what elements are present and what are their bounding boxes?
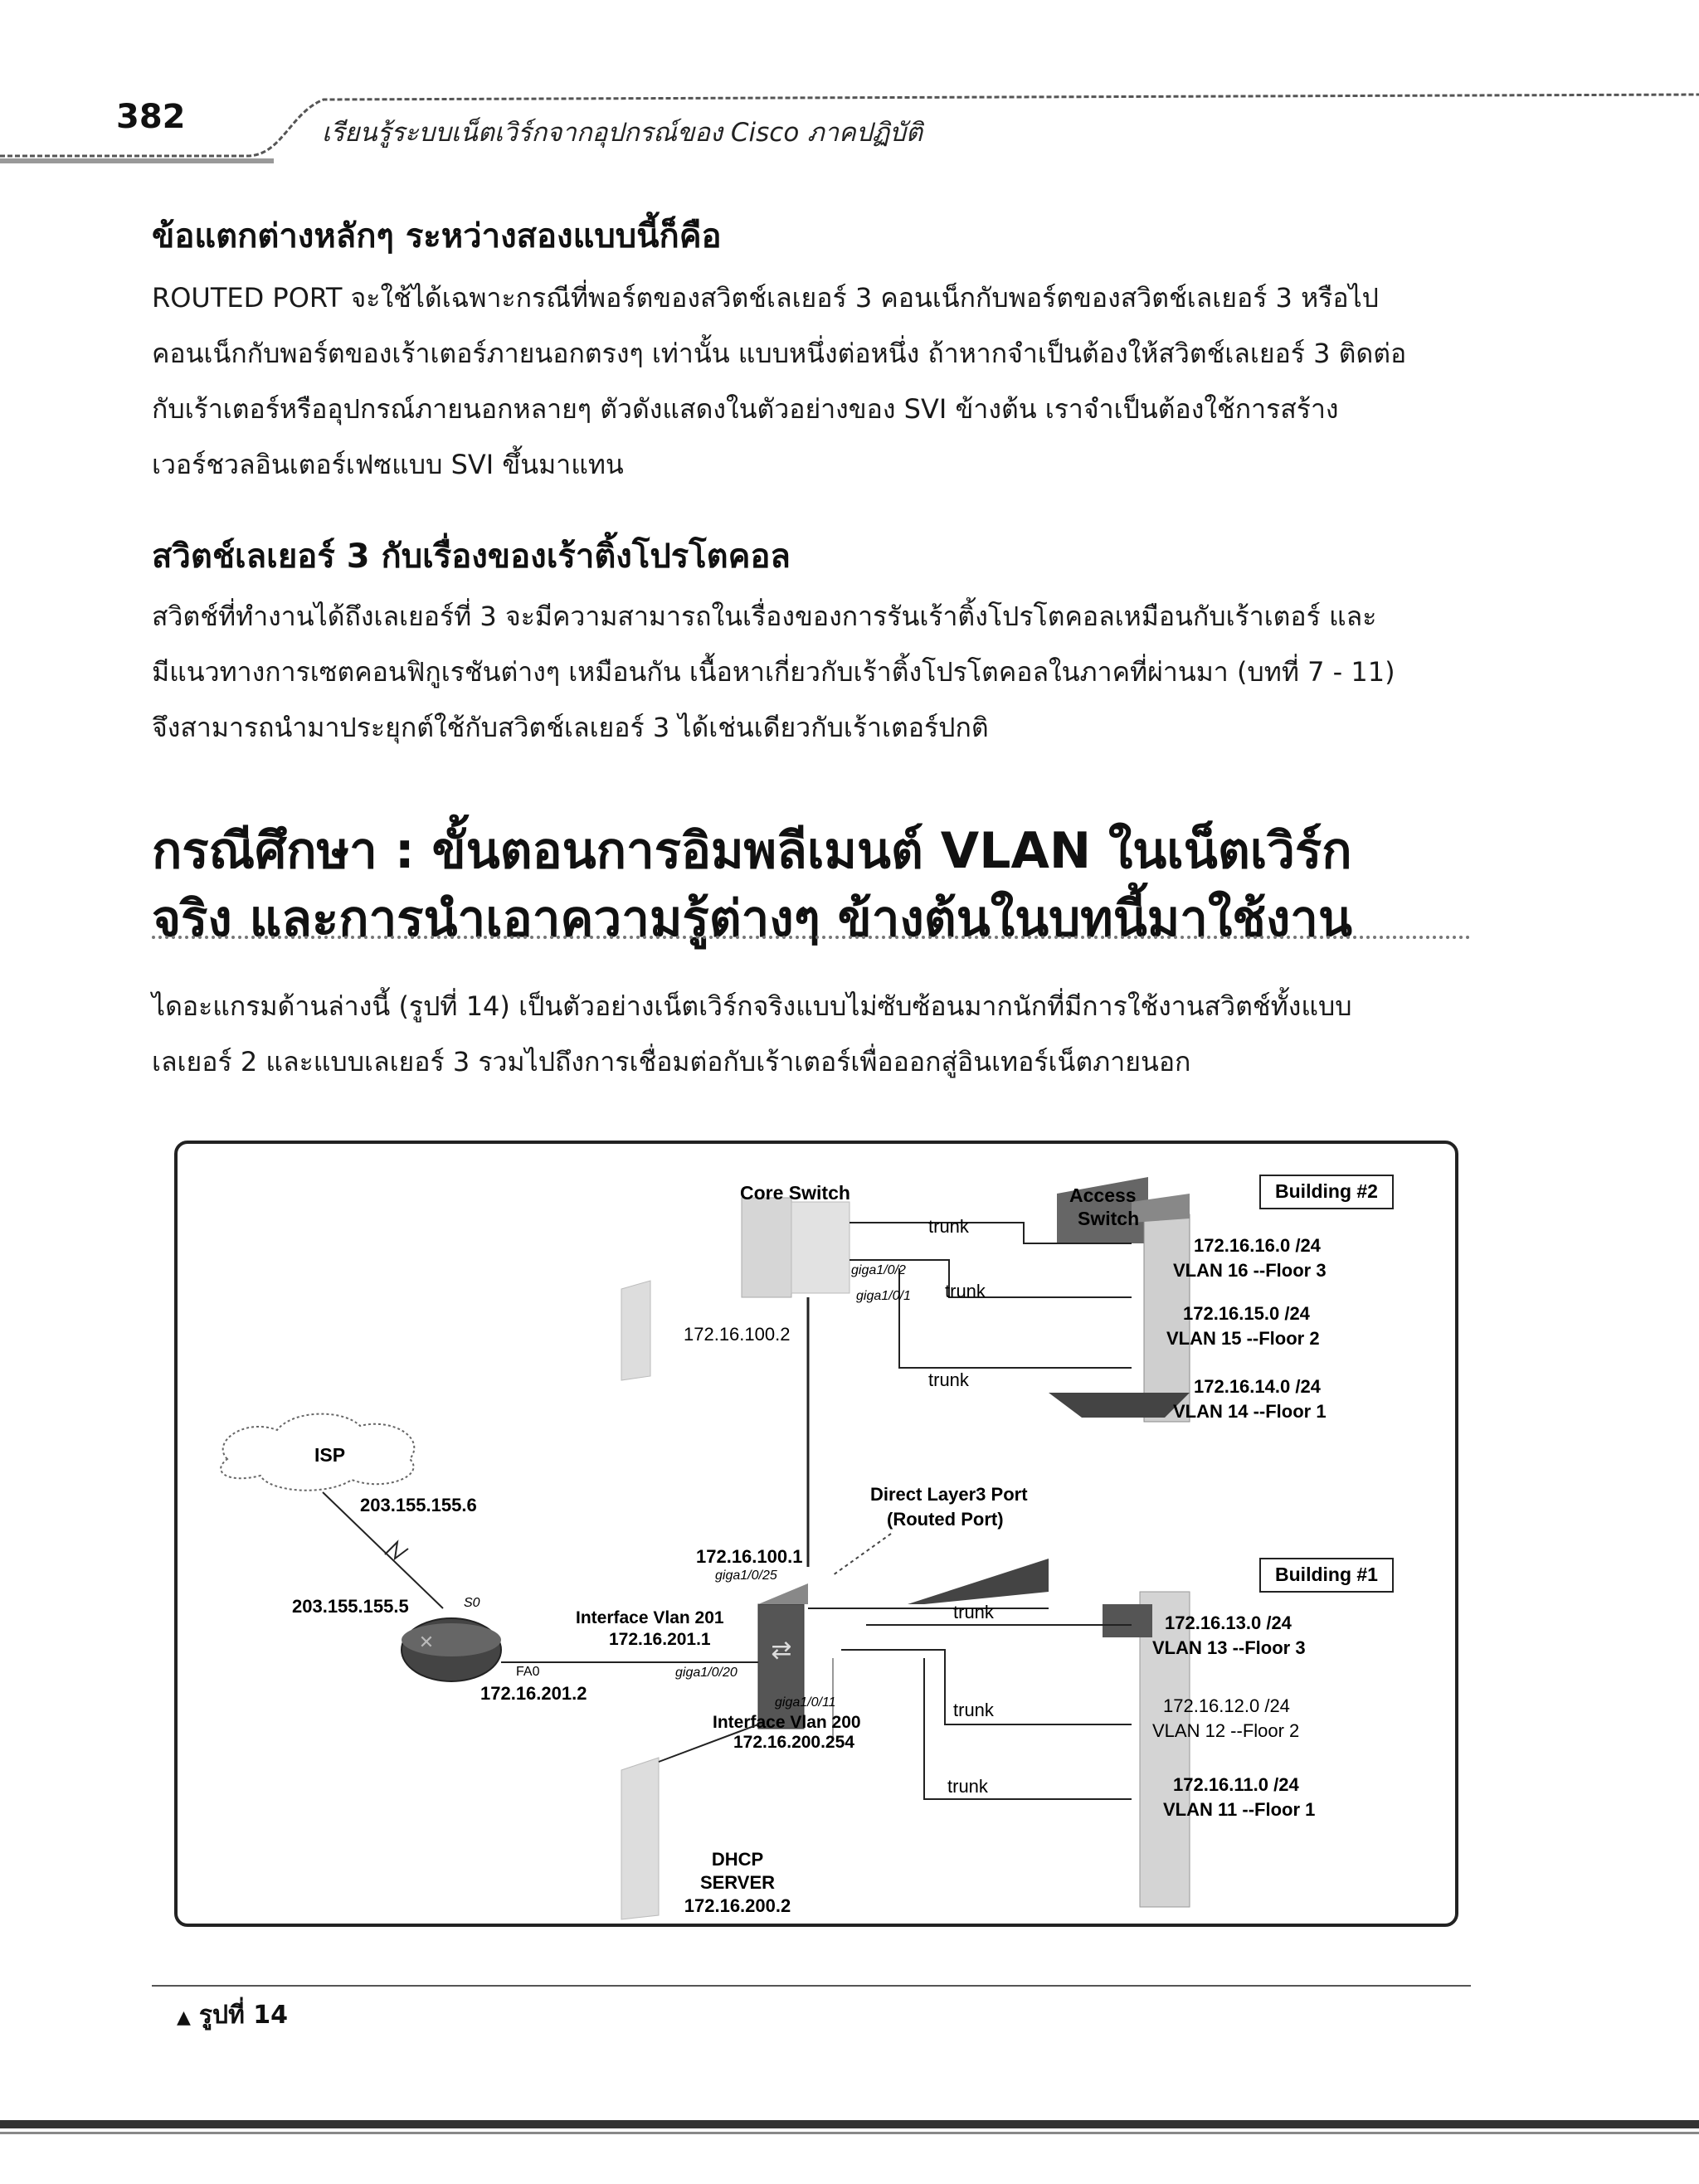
section-heading-routing: สวิตช์เลเยอร์ 3 กับเรื่องของเร้าติ้งโปรโตคอล bbox=[152, 537, 791, 576]
paragraph-case-intro bbox=[152, 979, 1479, 1090]
vlan-network-label: 172.16.14.0 /24 bbox=[1194, 1376, 1321, 1397]
svg-text:⇄: ⇄ bbox=[771, 1637, 792, 1664]
access-switch-label-1: Access bbox=[1069, 1184, 1137, 1206]
trunk-label: trunk bbox=[928, 1216, 969, 1237]
network-diagram-frame bbox=[174, 1141, 1458, 1927]
core-switch-label: Core Switch bbox=[740, 1182, 850, 1204]
router-lan-ip: 172.16.201.2 bbox=[480, 1683, 587, 1704]
serial-port-label: S0 bbox=[464, 1596, 480, 1610]
text-line: ไดอะแกรมด้านล่างนี้ (รูปที่ 14) เป็นตัวอย่างเน็ตเวิร์กจริงแบบไม่ซับซ้อนมากนักที่มีการใช้งานสวิตช์ทั้งแบบ bbox=[152, 990, 1352, 1022]
dotted-divider bbox=[152, 936, 1471, 947]
text-line: จึงสามารถนำมาประยุกต์ใช้กับสวิตช์เลเยอร์ 3 ได้เช่นเดียวกับเร้าเตอร์ปกติ bbox=[152, 712, 989, 743]
svg-text:✕: ✕ bbox=[418, 1632, 435, 1652]
port-label: giga1/0/1 bbox=[856, 1289, 911, 1303]
vlan-network-label: 172.16.15.0 /24 bbox=[1183, 1303, 1310, 1324]
dhcp-server-icon bbox=[621, 1758, 659, 1919]
vlan-floor-label: VLAN 11 --Floor 1 bbox=[1163, 1799, 1316, 1820]
title-line: จริง และการนำเอาความรู้ต่างๆ ข้างต้นในบทนี้มาใช้งาน bbox=[152, 890, 1353, 948]
vlan-floor-label: VLAN 16 --Floor 3 bbox=[1173, 1260, 1327, 1281]
trunk-label: trunk bbox=[928, 1369, 969, 1390]
dhcp-label-1: DHCP bbox=[711, 1849, 764, 1870]
building1-access-switch bbox=[908, 1559, 1049, 1604]
vlan-floor-label: VLAN 15 --Floor 2 bbox=[1166, 1328, 1320, 1349]
vlan-floor-label: VLAN 14 --Floor 1 bbox=[1173, 1401, 1327, 1422]
text-line: สวิตช์ที่ทำงานได้ถึงเลเยอร์ที่ 3 จะมีความสามารถในเรื่องของการรันเร้าติ้งโปรโตคอลเหมือนกับเร้าเตอร์ และ bbox=[152, 601, 1377, 632]
port-label: giga1/0/25 bbox=[715, 1569, 777, 1583]
title-line: กรณีศึกษา : ขั้นตอนการอิมพลีเมนต์ VLAN ในเน็ตเวิร์ก bbox=[152, 822, 1352, 880]
core-switch-shape bbox=[742, 1198, 791, 1297]
access-switch-label-2: Switch bbox=[1078, 1208, 1140, 1229]
vlan-floor-label: VLAN 12 --Floor 2 bbox=[1152, 1720, 1300, 1741]
trunk-label: trunk bbox=[953, 1700, 994, 1720]
running-head: เรียนรู้ระบบเน็ตเวิร์กจากอุปกรณ์ของ Cisco ภาคปฏิบัติ bbox=[322, 118, 923, 148]
trunk-line bbox=[899, 1268, 1132, 1368]
trunk-label: trunk bbox=[945, 1281, 986, 1301]
isp-ip-label: 203.155.155.6 bbox=[360, 1495, 477, 1515]
paragraph-routed-port bbox=[152, 270, 1479, 493]
building1-label: Building #1 bbox=[1275, 1564, 1378, 1585]
text-line: ROUTED PORT จะใช้ได้เฉพาะกรณีที่พอร์ตของสวิตช์เลเยอร์ 3 คอนเน็กกับพอร์ตของสวิตช์เลเยอร์ 3 หรือไป bbox=[152, 282, 1379, 314]
vlan-network-label: 172.16.11.0 /24 bbox=[1173, 1774, 1299, 1795]
layer3-switch-icon bbox=[758, 1604, 804, 1729]
port-label: giga1/0/11 bbox=[775, 1695, 836, 1710]
vlan-network-label: 172.16.12.0 /24 bbox=[1163, 1695, 1290, 1716]
trunk-label: trunk bbox=[947, 1776, 988, 1797]
text-line: กับเร้าเตอร์หรืออุปกรณ์ภายนอกหลายๆ ตัวดังแสดงในตัวอย่างของ SVI ข้างต้น เราจำเป็นต้องใช้การสร้าง bbox=[152, 393, 1339, 425]
vlan201-label-1: Interface Vlan 201 bbox=[576, 1608, 724, 1627]
caption-rule bbox=[152, 1985, 1471, 1987]
core-uplink-shape bbox=[621, 1281, 650, 1380]
direct-port-label-1: Direct Layer3 Port bbox=[870, 1484, 1028, 1505]
text-line: คอนเน็กกับพอร์ตของเร้าเตอร์ภายนอกตรงๆ เท่านั้น แบบหนึ่งต่อหนึ่ง ถ้าหากจำเป็นต้องให้สวิตช์เลเยอร์ 3 ติดต่อ bbox=[152, 338, 1407, 369]
caption-triangle-icon: ▲ bbox=[177, 2007, 191, 2028]
dhcp-label-2: SERVER bbox=[699, 1872, 776, 1893]
text-line: เวอร์ชวลอินเตอร์เฟซแบบ SVI ขึ้นมาแทน bbox=[152, 449, 624, 480]
case-study-title bbox=[152, 817, 1352, 953]
section-heading-differences: ข้อแตกต่างหลักๆ ระหว่างสองแบบนี้ก็คือ bbox=[152, 217, 722, 255]
text-line: เลเยอร์ 2 และแบบเลเยอร์ 3 รวมไปถึงการเชื่อมต่อกับเร้าเตอร์เพื่อออกสู่อินเทอร์เน็ตภายนอก bbox=[152, 1046, 1191, 1077]
vlan-network-label: 172.16.16.0 /24 bbox=[1194, 1235, 1321, 1256]
vlan200-label-1: Interface Vlan 200 bbox=[713, 1713, 861, 1732]
direct-port-label-2: (Routed Port) bbox=[887, 1509, 1004, 1530]
dhcp-label-3: 172.16.200.2 bbox=[684, 1895, 791, 1916]
text-line: มีแนวทางการเซตคอนฟิกูเรชันต่างๆ เหมือนกัน เนื้อหาเกี่ยวกับเร้าติ้งโปรโตคอลในภาคที่ผ่านมา (บทที่ 7 - 11) bbox=[152, 656, 1395, 688]
vlan-network-label: 172.16.13.0 /24 bbox=[1165, 1612, 1292, 1633]
figure-caption-text: รูปที่ 14 bbox=[198, 2001, 289, 2030]
paragraph-routing bbox=[152, 589, 1479, 756]
bottom-border bbox=[0, 2120, 1699, 2128]
port-label: giga1/0/20 bbox=[675, 1666, 738, 1680]
bottom-border-thin bbox=[0, 2132, 1699, 2134]
page-number: 382 bbox=[116, 98, 186, 136]
router-wan-ip: 203.155.155.5 bbox=[292, 1596, 409, 1617]
port-label: giga1/0/2 bbox=[851, 1263, 906, 1277]
isp-label: ISP bbox=[314, 1444, 346, 1466]
dist-ip-label: 172.16.100.1 bbox=[696, 1546, 803, 1567]
network-diagram bbox=[178, 1144, 1455, 1924]
vlan-floor-label: VLAN 13 --Floor 3 bbox=[1152, 1637, 1306, 1658]
vlan201-label-2: 172.16.201.1 bbox=[609, 1630, 711, 1649]
vlan200-label-2: 172.16.200.254 bbox=[733, 1733, 854, 1752]
core-ip-label: 172.16.100.2 bbox=[684, 1324, 791, 1345]
building2-label: Building #2 bbox=[1275, 1180, 1378, 1202]
trunk-label: trunk bbox=[953, 1602, 994, 1622]
fa-port-label: FA0 bbox=[516, 1665, 540, 1679]
figure-caption bbox=[177, 1996, 288, 2035]
